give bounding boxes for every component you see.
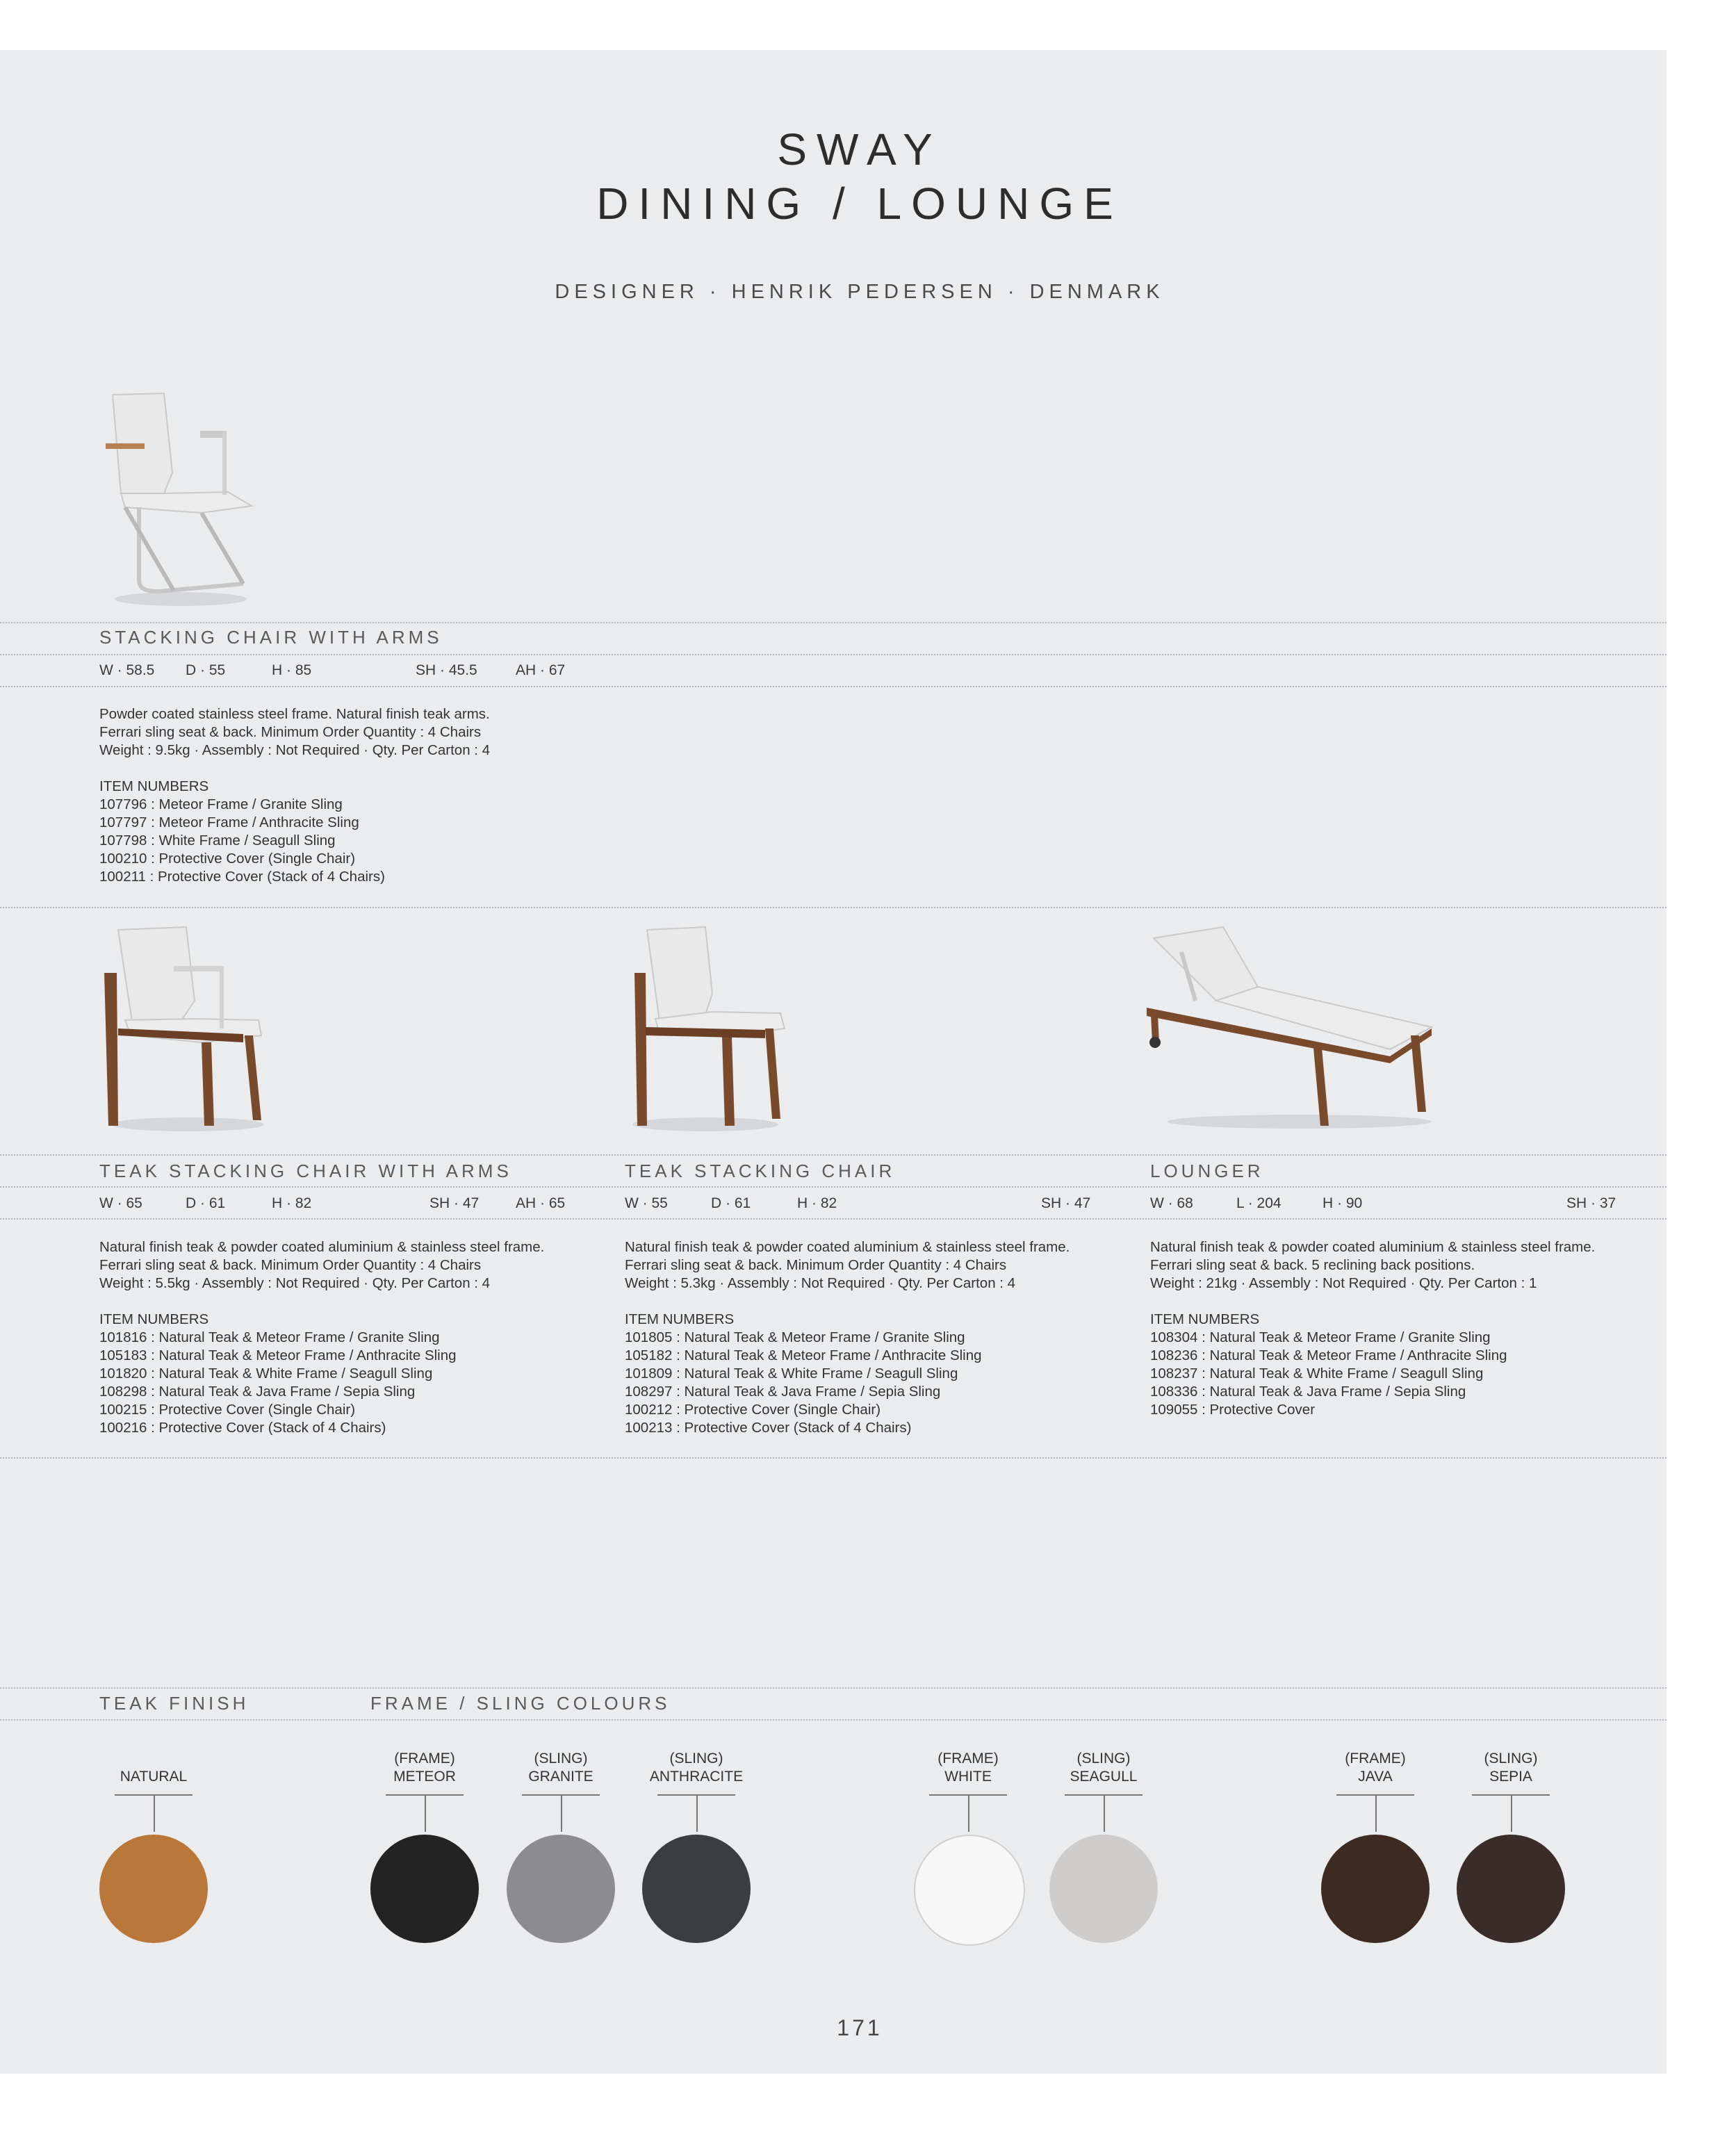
designer-credit: DESIGNER · HENRIK PEDERSEN · DENMARK bbox=[555, 281, 1165, 303]
item-numbers-title: ITEM NUMBERS bbox=[1150, 1311, 1260, 1327]
swatch-meteor bbox=[370, 1835, 479, 1943]
dimension-seat-height: SH · 47 bbox=[1041, 1195, 1091, 1211]
dimension-height: H · 85 bbox=[272, 662, 312, 678]
item-number: 101809 : Natural Teak & White Frame / Seagull Sling bbox=[625, 1366, 958, 1382]
item-number: 108236 : Natural Teak & Meteor Frame / Anthracite Sling bbox=[1150, 1347, 1507, 1363]
item-number: 100212 : Protective Cover (Single Chair) bbox=[625, 1402, 881, 1418]
swatch-label-top: (SLING) bbox=[1484, 1751, 1538, 1766]
product-title: TEAK STACKING CHAIR bbox=[625, 1161, 896, 1181]
page-title-line1: SWAY bbox=[777, 124, 942, 174]
swatch-label-top: (FRAME) bbox=[1345, 1751, 1406, 1766]
dimension-arm-height: AH · 65 bbox=[516, 1195, 566, 1211]
swatch-connector bbox=[154, 1796, 155, 1832]
item-number: 105182 : Natural Teak & Meteor Frame / Anthracite Sling bbox=[625, 1347, 982, 1363]
item-number: 108304 : Natural Teak & Meteor Frame / Granite Sling bbox=[1150, 1329, 1491, 1345]
divider bbox=[0, 1186, 1667, 1188]
dimension-width: W · 58.5 bbox=[99, 662, 155, 678]
frame-sling-colours-title: FRAME / SLING COLOURS bbox=[370, 1693, 671, 1714]
dimension-depth: D · 61 bbox=[186, 1195, 226, 1211]
dimension-depth: D · 55 bbox=[186, 662, 226, 678]
swatch-label-granite: GRANITE bbox=[528, 1769, 593, 1785]
item-number: 108237 : Natural Teak & White Frame / Seagull Sling bbox=[1150, 1366, 1484, 1382]
swatch-label-top: (SLING) bbox=[669, 1751, 723, 1766]
item-numbers-title: ITEM NUMBERS bbox=[625, 1311, 735, 1327]
swatch-connector bbox=[1104, 1796, 1105, 1832]
divider bbox=[0, 1719, 1667, 1721]
desc-line: Weight : 21kg · Assembly : Not Required · Qty. Per Carton : 1 bbox=[1150, 1275, 1537, 1291]
dimension-width: W · 55 bbox=[625, 1195, 668, 1211]
divider bbox=[0, 1154, 1667, 1156]
swatch-label-top: (SLING) bbox=[1076, 1751, 1131, 1766]
item-number: 100211 : Protective Cover (Stack of 4 Chairs) bbox=[99, 869, 385, 885]
item-number: 100215 : Protective Cover (Single Chair) bbox=[99, 1402, 356, 1418]
swatch-label-java: JAVA bbox=[1358, 1769, 1393, 1785]
divider bbox=[0, 1687, 1667, 1689]
swatch-white bbox=[914, 1835, 1025, 1946]
swatch-connector bbox=[696, 1796, 698, 1832]
item-numbers-title: ITEM NUMBERS bbox=[99, 778, 209, 794]
swatch-connector bbox=[425, 1796, 426, 1832]
stacking-chair-with-arms-image bbox=[97, 389, 264, 612]
item-number: 100213 : Protective Cover (Stack of 4 Chairs) bbox=[625, 1420, 912, 1436]
dimension-seat-height: SH · 37 bbox=[1566, 1195, 1616, 1211]
item-number: 107796 : Meteor Frame / Granite Sling bbox=[99, 796, 343, 812]
swatch-label-meteor: METEOR bbox=[393, 1769, 456, 1785]
desc-line: Natural finish teak & powder coated aluminium & stainless steel frame. bbox=[99, 1239, 545, 1255]
desc-line: Ferrari sling seat & back. Minimum Order Quantity : 4 Chairs bbox=[99, 1257, 482, 1273]
product-description bbox=[1150, 1238, 1651, 1419]
item-number: 101805 : Natural Teak & Meteor Frame / Granite Sling bbox=[625, 1329, 965, 1345]
product-description bbox=[625, 1238, 1125, 1437]
page-number: 171 bbox=[837, 2015, 883, 2040]
item-number: 107797 : Meteor Frame / Anthracite Sling bbox=[99, 814, 359, 830]
swatch-label-top: (SLING) bbox=[534, 1751, 588, 1766]
swatch-java bbox=[1321, 1835, 1430, 1943]
desc-line: Powder coated stainless steel frame. Natural finish teak arms. bbox=[99, 706, 490, 722]
desc-line: Natural finish teak & powder coated aluminium & stainless steel frame. bbox=[1150, 1239, 1596, 1255]
swatch-label-sepia: SEPIA bbox=[1489, 1769, 1532, 1785]
divider bbox=[0, 654, 1667, 655]
swatch-label-top: (FRAME) bbox=[937, 1751, 999, 1766]
teak-stacking-chair-with-arms-image bbox=[97, 924, 278, 1133]
dimension-width: W · 68 bbox=[1150, 1195, 1193, 1211]
divider bbox=[0, 1457, 1667, 1459]
dimension-depth: D · 61 bbox=[711, 1195, 751, 1211]
teak-stacking-chair-image bbox=[622, 924, 803, 1133]
swatch-label-top: (FRAME) bbox=[394, 1751, 455, 1766]
divider bbox=[0, 622, 1667, 623]
desc-line: Weight : 5.5kg · Assembly : Not Required · Qty. Per Carton : 4 bbox=[99, 1275, 491, 1291]
product-title: TEAK STACKING CHAIR WITH ARMS bbox=[99, 1161, 512, 1181]
swatch-connector bbox=[1511, 1796, 1512, 1832]
item-numbers-title: ITEM NUMBERS bbox=[99, 1311, 209, 1327]
item-number: 101816 : Natural Teak & Meteor Frame / Granite Sling bbox=[99, 1329, 440, 1345]
item-number: 100210 : Protective Cover (Single Chair) bbox=[99, 851, 356, 867]
dimension-seat-height: SH · 47 bbox=[429, 1195, 480, 1211]
desc-line: Weight : 9.5kg · Assembly : Not Required · Qty. Per Carton : 4 bbox=[99, 742, 491, 758]
desc-line: Ferrari sling seat & back. 5 reclining back positions. bbox=[1150, 1257, 1475, 1273]
item-number: 107798 : White Frame / Seagull Sling bbox=[99, 833, 336, 848]
divider bbox=[0, 907, 1667, 908]
divider bbox=[0, 686, 1667, 687]
product-title: STACKING CHAIR WITH ARMS bbox=[99, 627, 443, 648]
lounger-image bbox=[1140, 924, 1446, 1133]
item-number: 109055 : Protective Cover bbox=[1150, 1402, 1316, 1418]
dimension-height: H · 82 bbox=[272, 1195, 312, 1211]
item-number: 108298 : Natural Teak & Java Frame / Sepia Sling bbox=[99, 1384, 416, 1400]
dimension-height: H · 90 bbox=[1323, 1195, 1363, 1211]
desc-line: Ferrari sling seat & back. Minimum Order Quantity : 4 Chairs bbox=[99, 724, 482, 740]
swatch-connector bbox=[968, 1796, 969, 1832]
divider bbox=[0, 1218, 1667, 1220]
swatch-natural bbox=[99, 1835, 208, 1943]
swatch-label-anthracite: ANTHRACITE bbox=[649, 1769, 744, 1785]
item-number: 105183 : Natural Teak & Meteor Frame / Anthracite Sling bbox=[99, 1347, 457, 1363]
product-description bbox=[99, 705, 600, 886]
dimension-width: W · 65 bbox=[99, 1195, 142, 1211]
dimension-length: L · 204 bbox=[1236, 1195, 1281, 1211]
swatch-label-natural: NATURAL bbox=[120, 1769, 188, 1785]
swatch-label-white: WHITE bbox=[944, 1769, 992, 1785]
item-number: 108336 : Natural Teak & Java Frame / Sepia Sling bbox=[1150, 1384, 1466, 1400]
swatch-anthracite bbox=[642, 1835, 751, 1943]
item-number: 101820 : Natural Teak & White Frame / Seagull Sling bbox=[99, 1366, 433, 1382]
dimension-height: H · 82 bbox=[797, 1195, 837, 1211]
teak-finish-title: TEAK FINISH bbox=[99, 1693, 249, 1714]
swatch-sepia bbox=[1457, 1835, 1565, 1943]
swatch-connector bbox=[561, 1796, 562, 1832]
swatch-label-seagull: SEAGULL bbox=[1070, 1769, 1138, 1785]
product-description bbox=[99, 1238, 600, 1437]
desc-line: Weight : 5.3kg · Assembly : Not Required · Qty. Per Carton : 4 bbox=[625, 1275, 1016, 1291]
dimension-arm-height: AH · 67 bbox=[516, 662, 566, 678]
item-number: 108297 : Natural Teak & Java Frame / Sepia Sling bbox=[625, 1384, 941, 1400]
swatch-granite bbox=[507, 1835, 615, 1943]
page-title-line2: DINING / LOUNGE bbox=[596, 179, 1123, 229]
swatch-connector bbox=[1375, 1796, 1377, 1832]
product-title: LOUNGER bbox=[1150, 1161, 1264, 1181]
desc-line: Ferrari sling seat & back. Minimum Order Quantity : 4 Chairs bbox=[625, 1257, 1007, 1273]
swatch-seagull bbox=[1049, 1835, 1158, 1943]
item-number: 100216 : Protective Cover (Stack of 4 Chairs) bbox=[99, 1420, 386, 1436]
dimension-seat-height: SH · 45.5 bbox=[416, 662, 477, 678]
desc-line: Natural finish teak & powder coated aluminium & stainless steel frame. bbox=[625, 1239, 1070, 1255]
